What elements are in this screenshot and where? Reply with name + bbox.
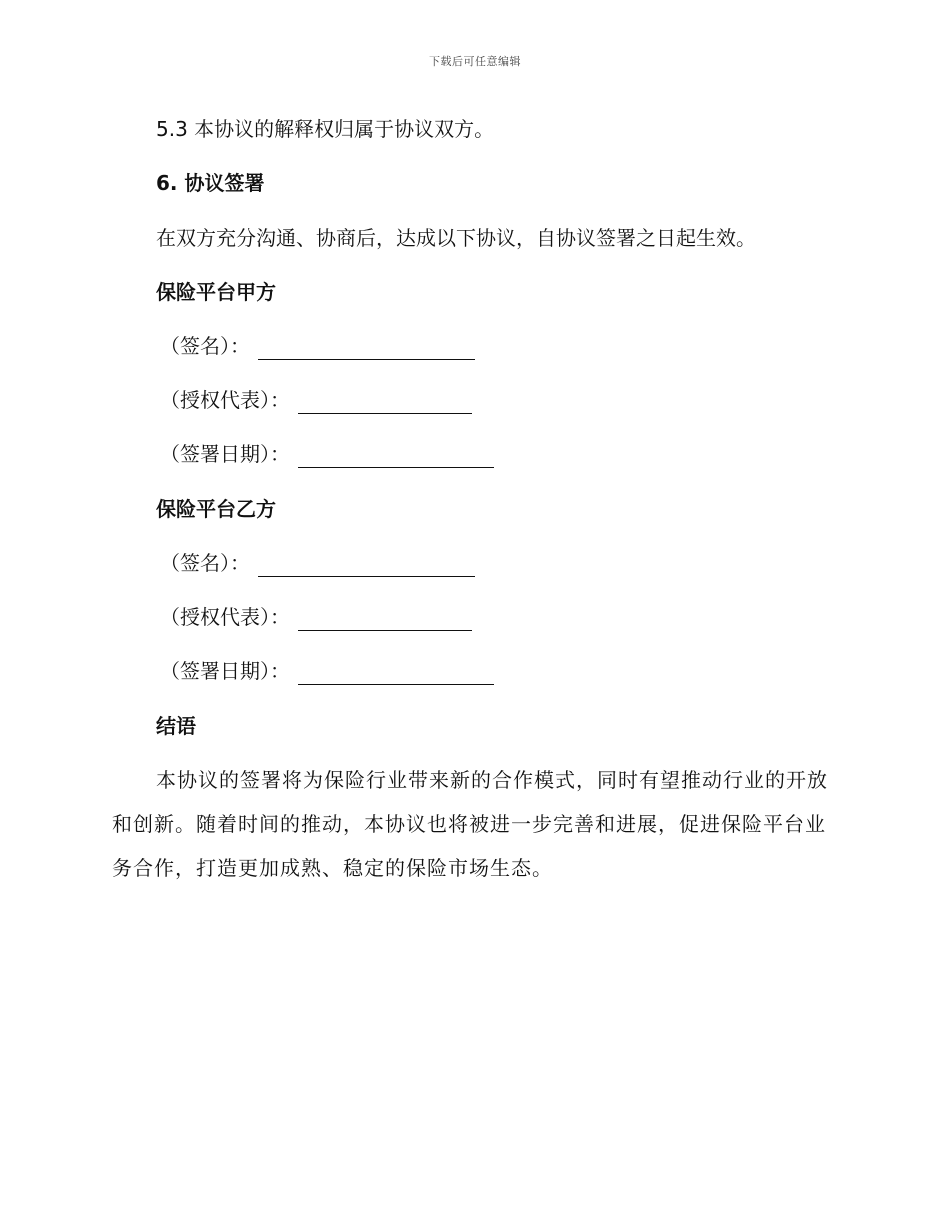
party-a-rep-blank[interactable] xyxy=(298,391,472,414)
party-a-rep-label: （授权代表）： xyxy=(160,388,290,412)
party-a-title: 保险平台甲方 xyxy=(156,280,276,304)
party-b-rep-blank[interactable] xyxy=(298,608,472,631)
party-b-title: 保险平台乙方 xyxy=(156,497,276,521)
party-b-date-row xyxy=(160,657,494,685)
conclusion-body: 本协议的签署将为保险行业带来新的合作模式，同时有望推动行业的开放和创新。随着时间的推动，本协议也将被进一步完善和进展，促进保险平台业务合作，打造更加成熟、稳定的保险市场生态。 xyxy=(112,768,828,880)
clause-5-3: 5.3 本协议的解释权归属于协议双方。 xyxy=(156,117,495,141)
party-b-rep-label: （授权代表）： xyxy=(160,605,290,629)
party-a-date-label: （签署日期）： xyxy=(160,442,290,466)
party-b-sign-label: （签名）： xyxy=(160,551,250,575)
party-b-sign-blank[interactable] xyxy=(258,554,475,577)
party-a-sign-label: （签名）： xyxy=(160,334,250,358)
party-a-date-blank[interactable] xyxy=(298,445,494,468)
page-header-note: 下载后可任意编辑 xyxy=(429,55,521,68)
party-a-sign-row xyxy=(160,332,475,360)
conclusion-title: 结语 xyxy=(156,714,196,738)
party-b-rep-row xyxy=(160,603,472,631)
section-6-intro: 在双方充分沟通、协商后，达成以下协议，自协议签署之日起生效。 xyxy=(156,226,756,250)
section-6-title: 6. 协议签署 xyxy=(156,171,265,195)
party-b-sign-row xyxy=(160,549,475,577)
party-a-sign-blank[interactable] xyxy=(258,337,475,360)
party-a-date-row xyxy=(160,440,494,468)
party-b-date-blank[interactable] xyxy=(298,662,494,685)
party-b-date-label: （签署日期）： xyxy=(160,659,290,683)
party-a-rep-row xyxy=(160,386,472,414)
